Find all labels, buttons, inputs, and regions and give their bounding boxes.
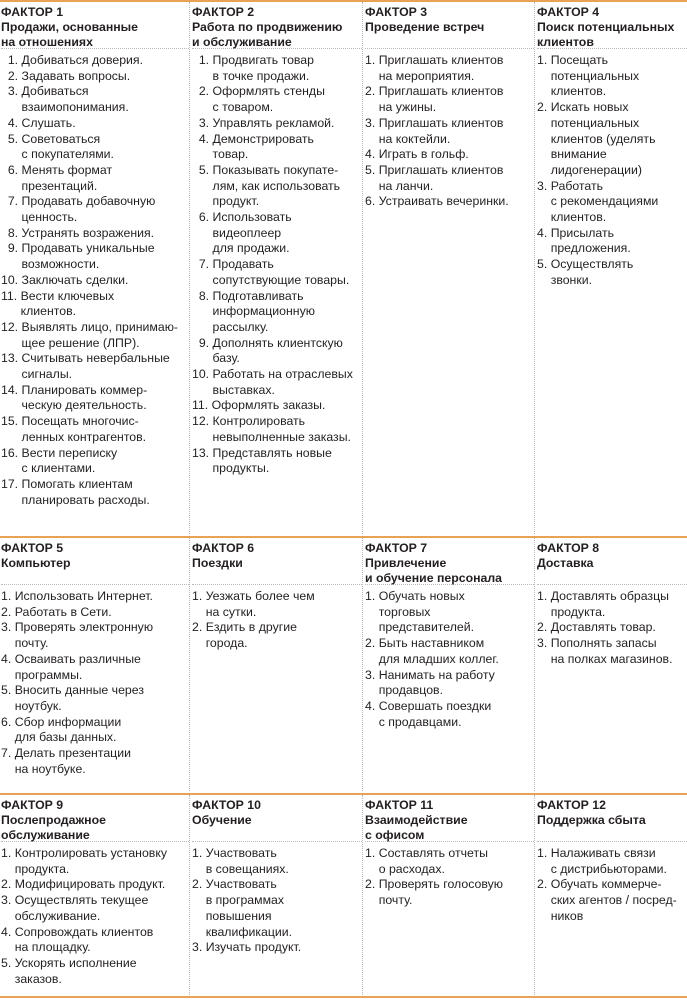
factor-activity-list [192,585,362,652]
factor-title: Обучение [192,813,252,827]
item-number: 7. [1,746,15,761]
list-item [365,194,530,210]
list-item [192,589,358,620]
list-item [192,116,358,132]
factor-label: ФАКТОР 7 [365,541,428,555]
item-text: Присылать предложения. [550,225,631,256]
factor-header [1,2,189,48]
item-number: 9. [1,241,22,256]
item-text: Устранять возражения. [21,225,155,240]
item-number: 3. [365,667,379,682]
factor-title: Поиск потенциальных клиентов [537,20,675,49]
factor-header [365,2,534,48]
factor-activity-list [365,49,534,210]
list-item [537,53,683,100]
list-item [365,84,530,115]
item-text: Устраивать вечеринки. [378,194,509,209]
item-number: 3. [192,940,206,955]
item-number: 1. [537,846,551,860]
item-number: 12. [1,319,22,334]
factor-title: Поездки [192,556,243,570]
list-item [192,940,358,956]
item-number: 1. [537,53,551,67]
item-text: Играть в гольф. [378,147,469,162]
item-number: 2. [1,68,22,83]
item-text: Быть наставником для младших коллег. [378,636,499,666]
item-text: Посещать многочис- ленных контрагентов. [21,414,147,444]
item-text: Слушать. [21,115,76,130]
item-number: 4. [365,147,379,162]
item-text: Контролировать невыполненные заказы. [212,414,351,444]
item-text: Участвовать в программах повышения квалификации. [205,877,293,939]
factor-label: ФАКТОР 10 [192,798,261,812]
item-number: 2. [192,620,206,635]
item-number: 2. [192,84,213,99]
item-text: Работать на отраслевых выставках. [212,367,353,397]
item-text: Работать с рекомендациями клиентов. [550,178,659,225]
item-text: Пополнять запасы на полках магазинов. [550,636,673,666]
item-text: Советоваться с покупателями. [21,131,114,162]
factor-label: ФАКТОР 8 [537,541,600,555]
item-text: Оформлять заказы. [211,398,326,413]
item-text: Продавать сопутствующие товары. [212,257,350,287]
item-text: Приглашать клиентов на ужины. [378,84,504,115]
item-text: Подготавливать информационную рассылку. [212,288,315,334]
factor-title: Продажи, основанные на отношениях [1,20,139,49]
list-item [1,53,185,69]
factor-activity-list [192,49,362,477]
factor-header [1,538,189,584]
factor-header [537,538,687,584]
factor-activity-list [1,842,189,987]
item-number: 3. [1,893,15,908]
item-number: 15. [1,414,22,429]
item-text: Сбор информации для базы данных. [14,714,122,745]
factor-title: Компьютер [1,556,71,570]
list-item [365,589,530,636]
item-number: 2. [365,84,379,99]
factor-column [0,2,189,534]
list-item [365,668,530,699]
factor-label: ФАКТОР 2 [192,5,255,19]
item-text: Добиваться доверия. [21,53,143,67]
item-number: 3. [192,115,213,130]
list-item [1,956,185,987]
factor-column [534,795,687,995]
list-item [537,620,683,636]
item-text: Заключать сделки. [21,272,129,287]
list-item [192,210,358,257]
factor-label: ФАКТОР 4 [537,5,600,19]
item-text: Приглашать клиентов на коктейли. [378,115,504,146]
item-text: Осуществлять звонки. [550,257,634,287]
list-item [537,100,683,179]
list-item [365,636,530,667]
item-number: 1. [1,589,15,603]
item-number: 4. [192,131,213,146]
list-item [192,846,358,877]
factor-header [1,795,189,841]
factor-header [192,795,362,841]
item-text: Добиваться взаимопонимания. [21,84,129,115]
factor-column [362,538,534,791]
item-number: 5. [1,131,22,146]
list-item [192,84,358,115]
item-number: 1. [192,53,213,67]
list-item [192,53,358,84]
item-text: Обучать новых торговых представителей. [378,589,475,635]
item-text: Продавать уникальные возможности. [21,241,155,272]
list-item [1,414,185,445]
item-number: 6. [1,162,22,177]
item-text: Осваивать различные программы. [14,651,141,682]
item-text: Нанимать на работу продавцов. [378,667,495,698]
item-number: 8. [1,225,22,240]
list-item [365,53,530,84]
list-item [1,605,185,621]
factor-activity-list [537,49,687,289]
item-text: Помогать клиентам планировать расходы. [21,476,150,507]
list-item [1,241,185,272]
item-number: 11. [1,288,21,303]
item-text: Доставлять образцы продукта. [550,589,669,619]
item-number: 10. [192,367,213,382]
item-number: 2. [365,636,379,651]
factor-row-1 [0,2,687,534]
item-number: 4. [365,698,379,713]
factor-column [189,795,362,995]
list-item [192,414,358,445]
item-text: Составлять отчеты о расходах. [378,846,488,876]
item-text: Делать презентации на ноутбуке. [14,746,131,776]
factor-title: Работа по продвижению и обслуживание [192,20,343,49]
item-number: 5. [192,162,213,177]
list-item [192,620,358,651]
factor-title: Доставка [537,556,594,570]
factor-activity-list [365,842,534,909]
factor-title: Послепродажное обслуживание [1,813,106,842]
item-text: Выявлять лицо, принимаю- щее решение (ЛПР). [21,319,179,350]
item-text: Продавать добавочную ценность. [21,194,156,225]
item-text: Приглашать клиентов на мероприятия. [378,53,504,83]
list-item [1,683,185,714]
factor-label: ФАКТОР 11 [365,798,434,812]
item-number: 13. [1,351,22,366]
factor-header [537,795,687,841]
item-number: 2. [192,877,206,892]
list-item [1,132,185,163]
list-item [1,652,185,683]
item-number: 1. [192,589,206,603]
list-item [1,351,185,382]
bottom-rule [0,996,687,998]
factor-title: Проведение встреч [365,20,485,34]
list-item [192,132,358,163]
list-item [1,846,185,877]
factor-column [362,2,534,534]
factor-row-3 [0,795,687,995]
factor-column [362,795,534,995]
list-item [365,699,530,730]
item-text: Оформлять стенды с товаром. [212,84,325,115]
item-number: 3. [537,636,551,651]
item-text: Контролировать установку продукта. [14,846,167,876]
item-number: 10. [1,272,22,287]
item-number: 4. [1,924,15,939]
factor-title: Взаимодействие с офисом [365,813,468,842]
item-text: Считывать невербальные сигналы. [21,351,170,382]
list-item [537,257,683,288]
factor-label: ФАКТОР 12 [537,798,606,812]
list-item [365,147,530,163]
item-number: 4. [1,115,22,130]
item-text: Налаживать связи с дистрибьюторами. [550,846,667,876]
item-number: 2. [537,877,551,892]
item-text: Сопровождать клиентов на площадку. [14,924,154,955]
factor-column [189,538,362,791]
list-item [192,163,358,210]
list-item [192,367,358,398]
item-text: Изучать продукт. [205,940,302,955]
item-number: 3. [537,178,551,193]
factor-column [189,2,362,534]
item-number: 3. [1,620,15,635]
item-text: Дополнять клиентскую базу. [212,335,343,366]
list-item [537,846,683,877]
item-number: 4. [537,225,551,240]
factor-label: ФАКТОР 9 [1,798,64,812]
list-item [365,846,530,877]
item-number: 5. [365,162,379,177]
factor-row-2 [0,538,687,791]
list-item [1,69,185,85]
item-text: Ездить в другие города. [205,620,297,651]
item-text: Задавать вопросы. [21,68,131,83]
item-number: 8. [192,288,213,303]
item-number: 12. [192,414,213,429]
item-number: 2. [537,620,551,635]
item-text: Доставлять товар. [550,620,656,635]
item-text: Менять формат презентаций. [21,162,113,193]
item-text: Модифицировать продукт. [14,877,166,892]
list-item [1,194,185,225]
item-number: 5. [1,955,15,970]
list-item [1,877,185,893]
list-item [1,715,185,746]
list-item [1,620,185,651]
factor-column [534,538,687,791]
item-number: 17. [1,476,22,491]
factor-activity-list [1,585,189,777]
item-number: 5. [537,257,551,272]
item-number: 2. [1,604,15,619]
item-text: Вести переписку с клиентами. [21,445,118,476]
factor-title: Поддержка сбыта [537,813,646,827]
factor-title: Привлечение и обучение персонала [365,556,503,585]
item-number: 4. [1,651,15,666]
item-text: Показывать покупате- лям, как использовать продукт. [212,162,341,209]
item-text: Посещать потенциальных клиентов. [550,53,640,99]
item-number: 6. [365,194,379,209]
factor-header [365,538,534,584]
list-item [192,336,358,367]
list-item [192,257,358,288]
list-item [1,383,185,414]
item-number: 9. [192,335,213,350]
factor-header [192,2,362,48]
list-item [1,446,185,477]
item-text: Ускорять исполнение заказов. [14,955,137,986]
item-number: 1. [365,589,379,603]
item-text: Участвовать в совещаниях. [205,846,289,876]
item-number: 1. [537,589,551,603]
item-number: 11. [192,398,212,413]
item-text: Осуществлять текущее обслуживание. [14,893,149,923]
factor-header [365,795,534,841]
item-text: Обучать коммерче- ских агентов / посред- ников [550,877,677,923]
item-number: 7. [1,194,22,209]
factor-column [0,795,189,995]
factor-activity-list [537,585,687,668]
list-item [365,163,530,194]
item-number: 1. [192,846,206,860]
item-text: Представлять новые продукты. [212,445,332,476]
item-number: 7. [192,257,213,272]
list-item [537,877,683,924]
item-number: 1. [1,846,15,860]
item-number: 6. [192,210,213,225]
list-item [1,746,185,777]
list-item [365,116,530,147]
item-number: 1. [365,53,379,67]
item-number: 16. [1,445,22,460]
item-number: 6. [1,714,15,729]
factor-header [537,2,687,48]
factor-label: ФАКТОР 1 [1,5,64,19]
item-number: 13. [192,445,213,460]
item-number: 3. [1,84,22,99]
factor-label: ФАКТОР 6 [192,541,255,555]
factor-header [192,538,362,584]
item-text: Приглашать клиентов на ланчи. [378,162,504,193]
item-number: 1. [1,53,22,67]
factor-activity-list [537,842,687,925]
list-item [537,636,683,667]
list-item [1,226,185,242]
item-number: 2. [1,877,15,892]
item-text: Управлять рекламой. [212,115,335,130]
list-item [192,398,358,414]
list-item [192,877,358,940]
item-text: Демонстрировать товар. [212,131,314,162]
list-item [1,589,185,605]
item-text: Планировать коммер- ческую деятельность. [21,382,148,413]
item-number: 2. [365,877,379,892]
list-item [1,116,185,132]
list-item [1,893,185,924]
list-item [1,273,185,289]
factor-activity-list [192,842,362,956]
list-item [365,877,530,908]
item-text: Проверять электронную почту. [14,620,154,651]
item-number: 2. [537,100,551,115]
list-item [1,320,185,351]
list-item [1,925,185,956]
item-text: Вносить данные через ноутбук. [14,683,144,713]
item-text: Уезжать более чем на сутки. [205,589,315,619]
list-item [1,289,185,320]
item-number: 5. [1,683,15,698]
list-item [192,446,358,477]
item-text: Продвигать товар в точке продажи. [212,53,314,83]
factor-activity-list [365,585,534,730]
list-item [192,289,358,336]
list-item [537,179,683,226]
item-text: Использовать Интернет. [14,589,153,603]
factor-column [534,2,687,534]
list-item [1,84,185,115]
list-item [537,589,683,620]
item-text: Вести ключевых клиентов. [20,288,115,319]
factor-activity-list [1,49,189,508]
factor-label: ФАКТОР 3 [365,5,428,19]
item-text: Проверять голосовую почту. [378,877,503,908]
item-text: Использовать видеоплеер для продажи. [212,210,292,256]
factor-column [0,538,189,791]
item-text: Искать новых потенциальных клиентов (уделять внимание лидогенерации) [550,100,656,177]
list-item [1,163,185,194]
item-number: 1. [365,846,379,860]
item-text: Работать в Сети. [14,604,112,619]
list-item [537,226,683,257]
item-number: 14. [1,382,22,397]
item-text: Совершать поездки с продавцами. [378,698,492,729]
item-number: 3. [365,115,379,130]
factor-label: ФАКТОР 5 [1,541,64,555]
list-item [1,477,185,508]
